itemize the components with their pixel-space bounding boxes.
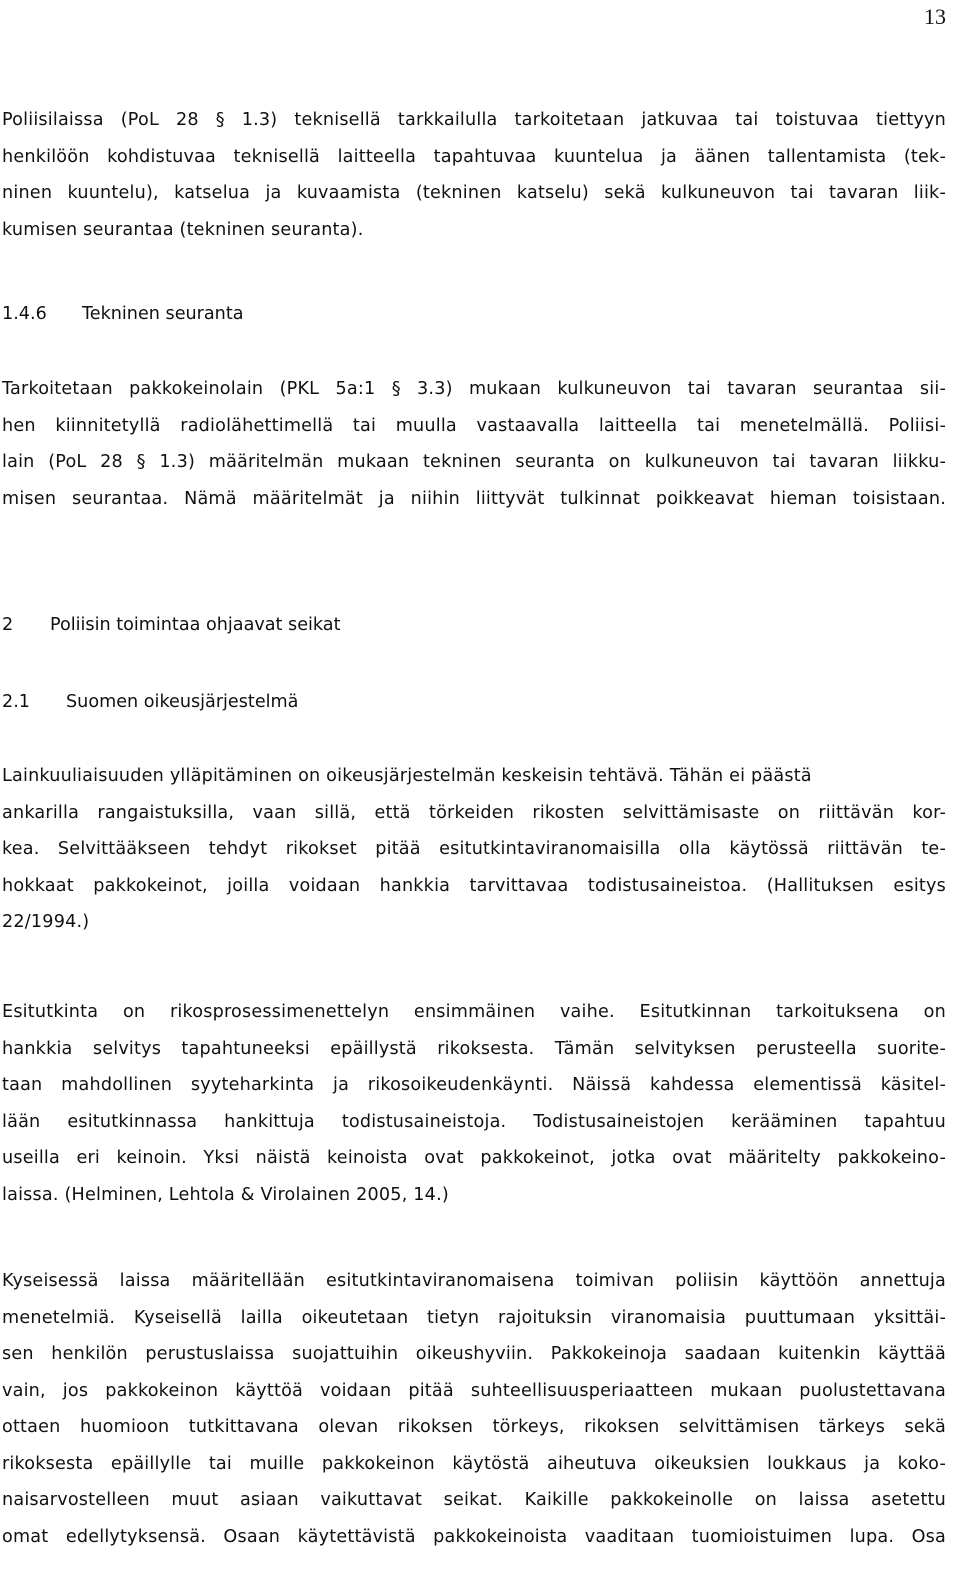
paragraph-line: ottaen huomioon tutkittavana olevan rikoksen törkeys, rikoksen selvittämisen tärkeys sekä xyxy=(2,1417,946,1437)
paragraph-esitutkinta xyxy=(2,994,946,1213)
paragraph-line: lään esitutkinnassa hankittuja todistusaineistoja. Todistusaineistojen kerääminen tapahtuu xyxy=(2,1111,946,1132)
paragraph-line: naisarvostelleen muut asiaan vaikuttavat seikat. Kaikille pakkokeinolle on laissa asetettu xyxy=(2,1490,946,1510)
section-heading-1-4-6 xyxy=(2,296,244,332)
section-number: 2.1 xyxy=(2,692,30,712)
paragraph-line: vain, jos pakkokeinon käyttöä voidaan pitää suhteellisuusperiaatteen mukaan puolustettavana xyxy=(2,1380,946,1401)
paragraph-line: Esitutkinta on rikosprosessimenettelyn ensimmäinen vaihe. Esitutkinnan tarkoituksena on xyxy=(2,1002,946,1022)
paragraph-line: sen henkilön perustuslaissa suojattuihin oikeushyviin. Pakkokeinoja saadaan kuitenkin käyttää xyxy=(2,1344,946,1364)
section-title: Tekninen seuranta xyxy=(82,304,244,324)
section-number: 1.4.6 xyxy=(2,304,47,324)
paragraph-line: ninen kuuntelu), katselua ja kuvaamista (tekninen katselu) sekä kulkuneuvon tai tavaran liik- xyxy=(2,183,946,203)
paragraph-line: Lainkuuliaisuuden ylläpitäminen on oikeusjärjestelmän keskeisin tehtävä. Tähän ei päästä xyxy=(2,766,812,786)
paragraph-line: hankkia selvitys tapahtuneeksi epäillystä rikoksesta. Tämän selvityksen perusteella suorite- xyxy=(2,1038,946,1059)
paragraph-line: kumisen seurantaa (tekninen seuranta). xyxy=(2,219,364,240)
paragraph-line: taan mahdollinen syyteharkinta ja rikosoikeudenkäynti. Näissä kahdessa elementissä käsitel- xyxy=(2,1075,946,1095)
paragraph-pakkokeinot xyxy=(2,1263,946,1555)
paragraph-line: Poliisilaissa (PoL 28 § 1.3) teknisellä tarkkailulla tarkoitetaan jatkuvaa tai toistuvaa tiettyyn xyxy=(2,110,946,130)
paragraph-line: menetelmiä. Kyseisellä lailla oikeutetaan tietyn rajoituksin viranomaisia puuttumaan yksittäi- xyxy=(2,1307,946,1328)
paragraph-line: useilla eri keinoin. Yksi näistä keinoista ovat pakkokeinot, jotka ovat määritelty pakkokeino- xyxy=(2,1148,946,1168)
paragraph-line: 22/1994.) xyxy=(2,912,90,932)
paragraph-line: lain (PoL 28 § 1.3) määritelmän mukaan tekninen seuranta on kulkuneuvon tai tavaran liikku- xyxy=(2,452,946,472)
paragraph-line: hokkaat pakkokeinot, joilla voidaan hankkia tarvittavaa todistusaineistoa. (Hallituksen esitys xyxy=(2,875,946,896)
page-number: 13 xyxy=(924,4,946,29)
paragraph-line: henkilöön kohdistuvaa teknisellä laitteella tapahtuvaa kuuntelua ja äänen tallentamista (tek- xyxy=(2,146,946,167)
paragraph-line: kea. Selvittääkseen tehdyt rikokset pitää esitutkintaviranomaisilla olla käytössä riittävän te- xyxy=(2,839,946,859)
paragraph-line: omat edellytyksensä. Osaan käytettävistä pakkokeinoista vaaditaan tuomioistuimen lupa. Osa xyxy=(2,1526,946,1547)
paragraph-line: Tarkoitetaan pakkokeinolain (PKL 5a:1 § 3.3) mukaan kulkuneuvon tai tavaran seurantaa sii- xyxy=(2,379,946,399)
paragraph-line: rikoksesta epäillylle tai muille pakkokeinon käytöstä aiheutuva oikeuksien loukkaus ja koko- xyxy=(2,1453,946,1474)
paragraph-line: laissa. (Helminen, Lehtola & Virolainen 2005, 14.) xyxy=(2,1184,449,1205)
section-heading-2-1 xyxy=(2,684,298,720)
paragraph-line: Kyseisessä laissa määritellään esitutkintaviranomaisena toimivan poliisin käyttöön annettuja xyxy=(2,1271,946,1291)
paragraph-lainkuuliaisuus xyxy=(2,758,946,941)
paragraph-poliisilaki-definition xyxy=(2,102,946,248)
chapter-heading-2 xyxy=(2,607,340,643)
paragraph-tekninen-seuranta xyxy=(2,371,946,517)
section-title: Suomen oikeusjärjestelmä xyxy=(66,692,299,712)
paragraph-line: misen seurantaa. Nämä määritelmät ja niihin liittyvät tulkinnat poikkeavat hieman toisistaan. xyxy=(2,488,946,509)
chapter-title: Poliisin toimintaa ohjaavat seikat xyxy=(50,615,341,635)
paragraph-line: ankarilla rangaistuksilla, vaan sillä, että törkeiden rikosten selvittämisaste on riittävän kor- xyxy=(2,802,946,823)
chapter-number: 2 xyxy=(2,615,14,635)
paragraph-line: hen kiinnitetyllä radiolähettimellä tai muulla vastaavalla laitteella tai menetelmällä. Poliisi- xyxy=(2,415,946,436)
